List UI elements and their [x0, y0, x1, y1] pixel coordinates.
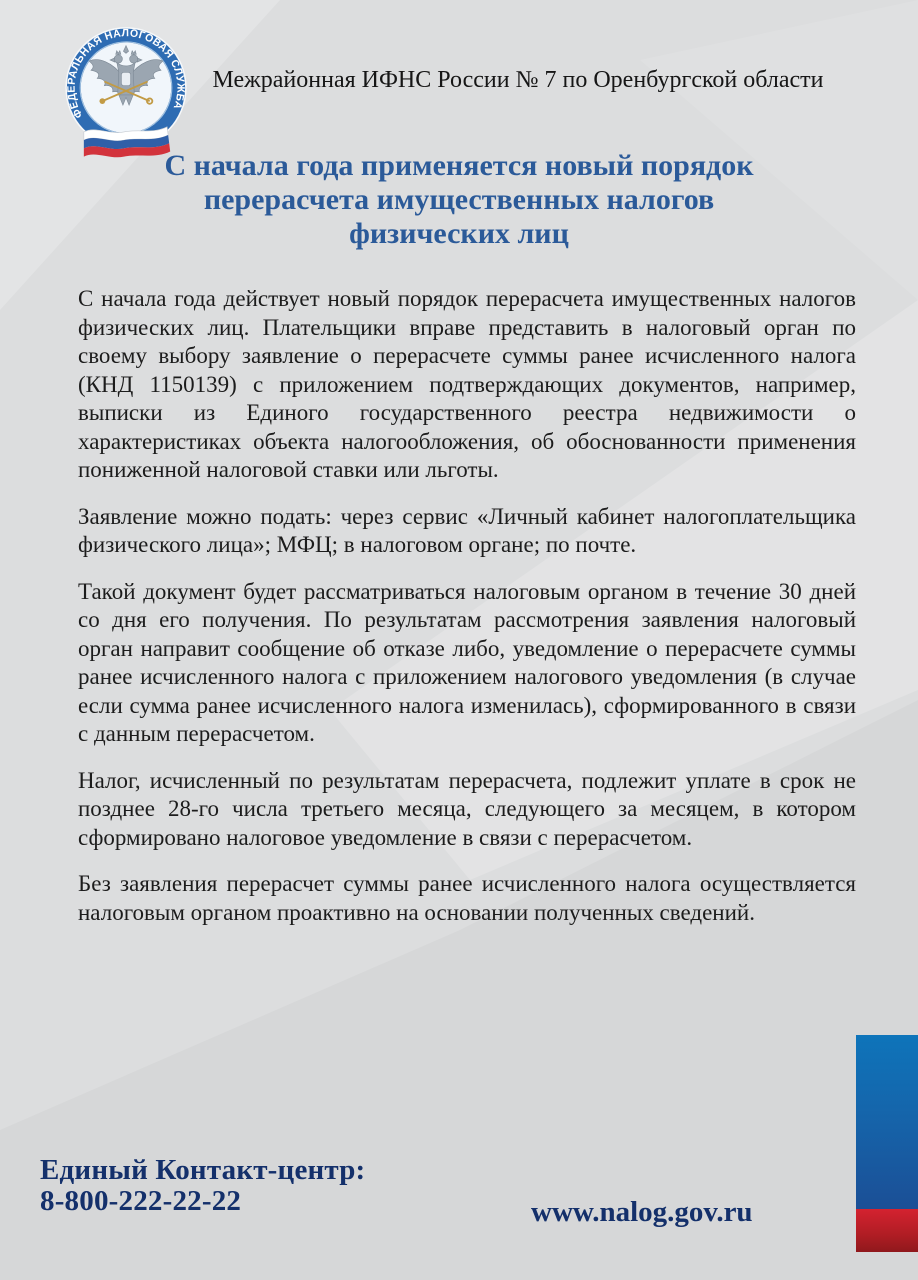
page-title-line-1: С начала года применяется новый порядок	[164, 149, 754, 182]
body-paragraph: С начала года действует новый порядок перерасчета имущественных налогов физических лиц. Плательщики вправе представить в налоговый орган по своему выбору заявление о перерасчете суммы ранее исчисленного налога (КНД 1150139) с приложением подтверждающих документов, например, выписки из Единого государственного реестра недвижимости о характеристиках объекта налогообложения, об обоснованности применения пониженной налоговой ставки или льготы.	[78, 286, 856, 482]
body-paragraph: Налог, исчисленный по результатам перерасчета, подлежит уплате в срок не позднее 28-го числа третьего месяца, следующего за месяцем, в котором сформировано налоговое уведомление в связи с перерасчетом.	[78, 767, 856, 850]
logo-ring-label: ФЕДЕРАЛЬНАЯ НАЛОГОВАЯ СЛУЖБА	[65, 27, 187, 121]
body-text	[78, 285, 856, 945]
accent-bar-red-segment	[856, 1209, 918, 1252]
page-title	[0, 149, 918, 251]
body-paragraph: Без заявления перерасчет суммы ранее исчисленного налога осуществляется налоговым органом проактивно на основании полученных сведений.	[78, 871, 856, 925]
accent-bar-blue-segment	[856, 1035, 918, 1209]
contact-phone: 8-800-222-22-22	[40, 1185, 242, 1217]
page-title-line-3: физических лиц	[349, 217, 569, 250]
website-url: www.nalog.gov.ru	[531, 1196, 753, 1228]
contact-center-label: Единый Контакт-центр:	[40, 1154, 366, 1186]
body-paragraph: Заявление можно подать: через сервис «Личный кабинет налогоплательщика физического лица»; МФЦ; в налоговом органе; по почте.	[78, 503, 856, 557]
contact-block	[40, 1155, 365, 1217]
page-title-line-2: перерасчета имущественных налогов	[203, 183, 715, 216]
body-paragraph: Такой документ будет рассматриваться налоговым органом в течение 30 дней со дня его получения. По результатам рассмотрения заявления налоговый орган направит сообщение об отказе либо, уведомление о перерасчете суммы ранее исчисленного налога с приложением налогового уведомления (в случае если сумма ранее исчисленного налога изменилась), сформированного в связи с данным перерасчетом.	[78, 578, 856, 746]
accent-bar	[856, 1035, 918, 1252]
header-department-line: Межрайонная ИФНС России № 7 по Оренбургской области	[212, 67, 824, 93]
